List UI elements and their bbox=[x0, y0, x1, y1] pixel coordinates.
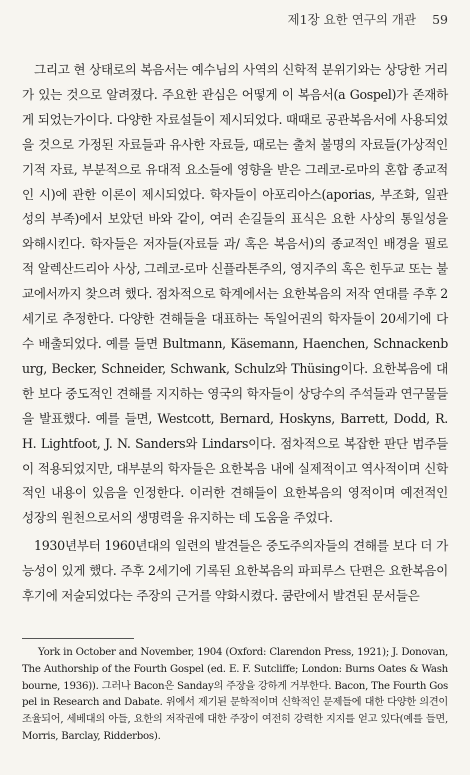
body-paragraph-2: 1930년부터 1960년대의 일련의 발견들은 중도주의자들의 견해를 보다 더 가능성이 있게 했다. 주후 2세기에 기록된 요한복음의 파피루스 단편은 요한복음이 후기에 저술되었다는 주장의 근거를 약화시켰다. 쿰란에서 발견된 문서들은 bbox=[22, 538, 448, 604]
chapter-title: 제1장 요한 연구의 개관 bbox=[287, 12, 417, 27]
footnote-divider bbox=[22, 638, 134, 639]
body-paragraph-1: 그리고 현 상태로의 복음서는 예수님의 사역의 신학적 분위기와는 상당한 거리가 있는 것으로 알려졌다. 주요한 관심은 어떻게 이 복음서(a Gospel)가 존재하게 되었는가이다. 다양한 자료설들이 제시되었다. 때때로 공관복음서에 사용되었을 것으로 가정된 자료들과 유사한 자료들, 때로는 출처 불명의 자료들(가상적인 기적 자료, 부분적으로 유대적 요소들에 영향을 받은 그레코-로마의 혼합 종교적인 시)에 관한 이론이 제시되었다. 학자들이 아포리아스(aporias, 부조화, 일관성의 부족)에서 보았던 바와 같이, 여러 손길들의 표식은 요한 사상의 통일성을 와해시킨다. 학자들은 저자들(자료들 과/ 혹은 복음서)의 종교적인 배경을 필로적 알렉산드리아 사상, 그레코-로마 신플라톤주의, 영지주의 혹은 힌두교 또는 불교에서까지 찾으려 했다. 점차적으로 학계에서는 요한복음의 저작 연대를 주후 2세기로 추정한다. 다양한 견해들을 대표하는 독일어권의 학자들이 20세기에 다수 배출되었다. 예를 들면 Bultmann, Käsemann, Haenchen, Schnackenburg, Becker, Schneider, Schwank, Schulz와 Thüsing이다. 요한복음에 대한 보다 중도적인 견해를 지지하는 영국의 학자들이 상당수의 주석들과 연구물들을 발표했다. 예를 들면, Westcott, Bernard, Hoskyns, Barrett, Dodd, R. H. Lightfoot, J. N. Sanders와 Lindars이다. 점차적으로 복잡한 판단 범주들이 적용되었지만, 대부분의 학자들은 요한복음 내에 실제적이고 역사적이며 신학적인 내용이 있음을 인정한다. 이러한 견해들이 요한복음의 영적이며 예전적인 성장의 원천으로서의 생명력을 유지하는 데 도움을 주었다. bbox=[22, 62, 448, 526]
footnote: York in October and November, 1904 (Oxford: Clarendon Press, 1921); J. Donovan, The Authorship of the Fourth Gospel (ed. E. F. Sutcliffe; London: Burns Oates & Washbourne, 1936)). 그러나 Bacon은 Sanday의 주장을 강하게 거부한다. Bacon, The Fourth Gospel in Research and Dabate. 위에서 제기된 문학적이며 신학적인 문제들에 대한 다양한 의견이 조율되어, 세베대의 아들, 요한의 저작권에 대한 주장이 여전히 강력한 지지를 얻고 있다(예를 들면, Morris, Barclay, Ridderbos). bbox=[22, 647, 448, 742]
running-header bbox=[288, 10, 448, 28]
page-number: 59 bbox=[432, 12, 448, 27]
main-text bbox=[22, 58, 448, 609]
